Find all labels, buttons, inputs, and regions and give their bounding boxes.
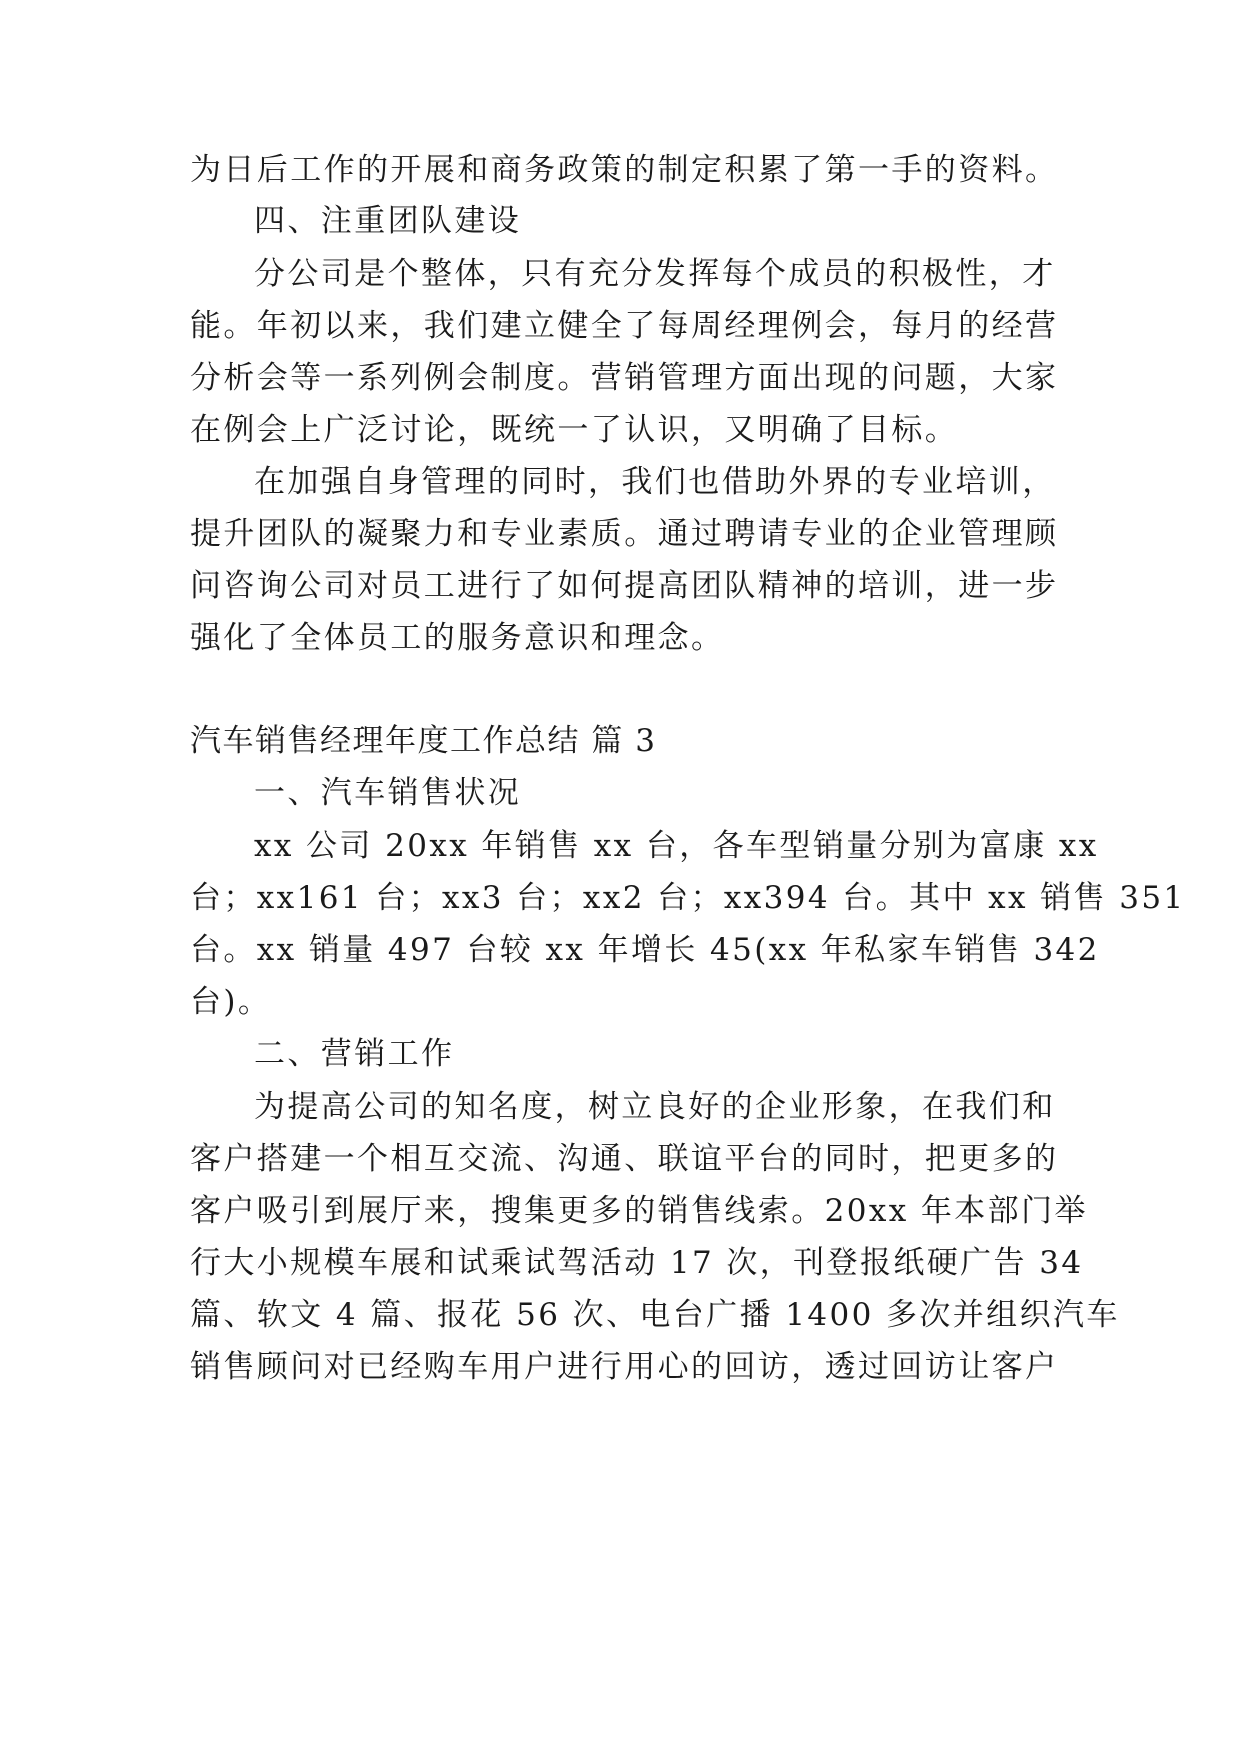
paragraph-line: 分公司是个整体，只有充分发挥每个成员的积极性，才 — [254, 256, 1056, 292]
paragraph-line: 在例会上广泛讨论，既统一了认识，又明确了目标。 — [190, 412, 959, 448]
paragraph-line: 行大小规模车展和试乘试驾活动 17 次，刊登报纸硬广告 34 — [190, 1245, 1084, 1281]
paragraph-line: 分析会等一系列例会制度。营销管理方面出现的问题，大家 — [190, 360, 1059, 396]
section-heading: 四、注重团队建设 — [254, 203, 522, 239]
paragraph-line: 台)。 — [190, 984, 272, 1020]
text-line: 为日后工作的开展和商务政策的制定积累了第一手的资料。 — [190, 152, 1059, 188]
paragraph-line: 客户吸引到展厅来，搜集更多的销售线索。20xx 年本部门举 — [190, 1193, 1088, 1229]
paragraph-line: 客户搭建一个相互交流、沟通、联谊平台的同时，把更多的 — [190, 1141, 1059, 1177]
paragraph-line: 在加强自身管理的同时，我们也借助外界的专业培训， — [254, 464, 1056, 500]
paragraph-line: 强化了全体员工的服务意识和理念。 — [190, 620, 725, 656]
paragraph-line: xx 公司 20xx 年销售 xx 台，各车型销量分别为富康 xx — [254, 828, 1099, 864]
paragraph-line: 台。xx 销量 497 台较 xx 年增长 45(xx 年私家车销售 342 — [190, 932, 1100, 968]
paragraph-line: 销售顾问对已经购车用户进行用心的回访，透过回访让客户 — [190, 1349, 1059, 1385]
paragraph-line: 能。年初以来，我们建立健全了每周经理例会，每月的经营 — [190, 308, 1059, 344]
paragraph-line: 提升团队的凝聚力和专业素质。通过聘请专业的企业管理顾 — [190, 516, 1059, 552]
paragraph-line: 为提高公司的知名度，树立良好的企业形象，在我们和 — [254, 1089, 1056, 1125]
paragraph-line: 问咨询公司对员工进行了如何提高团队精神的培训，进一步 — [190, 568, 1059, 604]
section-heading: 一、汽车销售状况 — [254, 775, 522, 811]
section-heading: 二、营销工作 — [254, 1036, 455, 1072]
paragraph-line: 篇、软文 4 篇、报花 56 次、电台广播 1400 多次并组织汽车 — [190, 1297, 1120, 1333]
article-title: 汽车销售经理年度工作总结 篇 3 — [190, 723, 657, 759]
paragraph-line: 台；xx161 台；xx3 台；xx2 台；xx394 台。其中 xx 销售 351 — [190, 880, 1186, 916]
